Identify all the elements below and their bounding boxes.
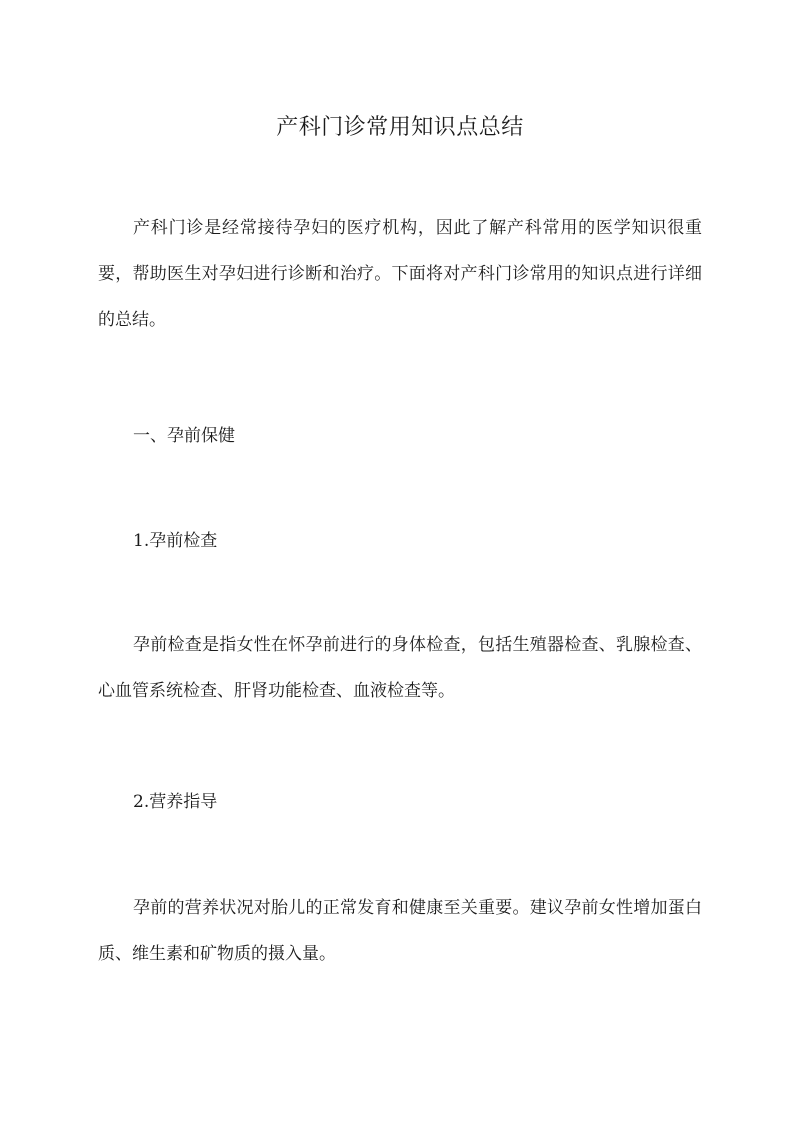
item-paragraph-prepregnancy-exam: 孕前检查是指女性在怀孕前进行的身体检查，包括生殖器检查、乳腺检查、心血管系统检查、肝肾功能检查、血液检查等。 <box>98 635 702 701</box>
document-title: 产科门诊常用知识点总结 <box>276 114 524 140</box>
intro-paragraph: 产科门诊是经常接待孕妇的医疗机构，因此了解产科常用的医学知识很重要，帮助医生对孕妇进行诊断和治疗。下面将对产科门诊常用的知识点进行详细的总结。 <box>98 218 702 330</box>
item-paragraph-nutrition-guidance: 孕前的营养状况对胎儿的正常发育和健康至关重要。建议孕前女性增加蛋白质、维生素和矿物质的摄入量。 <box>98 898 702 964</box>
item-heading-nutrition-guidance: 2.营养指导 <box>133 792 218 812</box>
section-heading-pregnancy-care: 一、孕前保健 <box>133 426 235 446</box>
item-heading-prepregnancy-exam: 1.孕前检查 <box>133 531 218 551</box>
